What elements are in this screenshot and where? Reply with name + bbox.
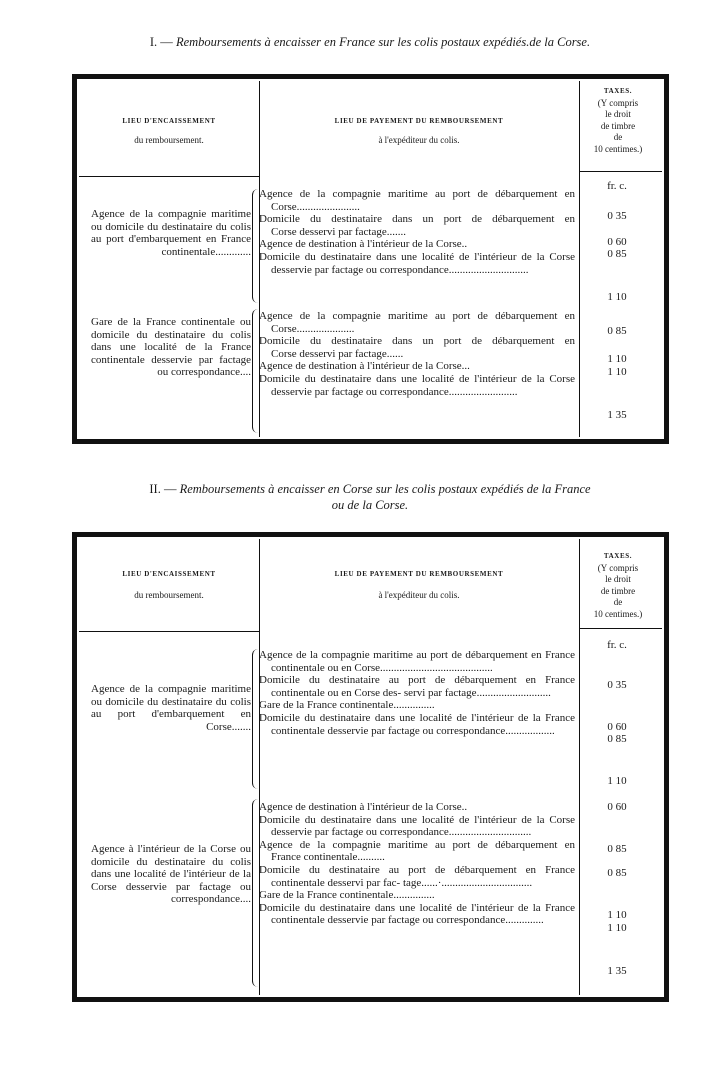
header-taxes-title: TAXES. bbox=[603, 87, 633, 95]
payment-entry: Agence de destination à l'intérieur de la Corse... bbox=[259, 360, 470, 373]
header-taxes-line: de timbre bbox=[600, 585, 636, 596]
payment-list bbox=[259, 310, 575, 398]
fee-value: 0 35 bbox=[607, 210, 627, 222]
fee-value: 1 10 bbox=[607, 353, 627, 365]
header-location bbox=[79, 568, 259, 602]
fee-value: 1 35 bbox=[607, 409, 627, 421]
header-location-sub: du remboursement. bbox=[134, 590, 204, 600]
section2-title bbox=[60, 481, 680, 513]
section2-title-text-2: ou de la Corse. bbox=[331, 498, 409, 512]
header-payment-sub: à l'expéditeur du colis. bbox=[378, 590, 460, 600]
fee-value: 0 85 bbox=[607, 733, 627, 745]
header-taxes-line: de bbox=[613, 132, 623, 142]
payment-entry: Agence de la compagnie maritime au port de débarquement en Corse..................... bbox=[259, 310, 575, 335]
header-taxes-line: le droit bbox=[605, 109, 631, 119]
payment-list bbox=[259, 188, 575, 276]
header-payment-title: LIEU DE PAYEMENT DU REMBOURSEMENT bbox=[334, 117, 504, 125]
payment-entry: Domicile du destinataire dans une localité de l'intérieur de la Corse desservie par factage ou correspondance.............................. bbox=[259, 813, 575, 839]
payment-entry: Gare de la France continentale............... bbox=[259, 699, 435, 712]
fee-value: 1 10 bbox=[607, 291, 627, 303]
header-taxes-line: le droit bbox=[605, 574, 631, 584]
header-location-sub: du remboursement. bbox=[134, 135, 204, 145]
header-taxes-line: 10 centimes.) bbox=[593, 143, 643, 154]
header-location-title: LIEU D'ENCAISSEMENT bbox=[122, 117, 216, 125]
header-taxes bbox=[579, 551, 657, 620]
fee-value: 0 85 bbox=[607, 248, 627, 260]
payment-entry: Agence de la compagnie maritime au port de débarquement en France continentale ou en Corse......................................... bbox=[259, 649, 575, 674]
payment-list bbox=[259, 649, 575, 737]
payment-entry: Domicile du destinataire au port de débarquement en France continentale desservi par fac- tage......·................................. bbox=[259, 863, 575, 889]
payment-list bbox=[259, 801, 575, 927]
header-payment-sub: à l'expéditeur du colis. bbox=[378, 135, 460, 145]
section2-title-text: Remboursements à encaisser en Corse sur les colis postaux expédiés de la France bbox=[179, 482, 591, 496]
table-2 bbox=[72, 532, 669, 1002]
table-1 bbox=[72, 74, 669, 444]
location-cell: Agence à l'intérieur de la Corse ou domicile du destinataire du colis dans une localité de l'intérieur de la Corse desservie par factage ou correspondance.... bbox=[91, 843, 251, 906]
payment-entry: Domicile du destinataire dans une localité de l'intérieur de la Corse desservie par factage ou correspondance............................. bbox=[259, 250, 575, 276]
header-taxes-line: de timbre bbox=[600, 120, 636, 131]
payment-entry: Domicile du destinataire dans un port de débarquement en Corse desservi par factage....... bbox=[259, 213, 575, 238]
fee-value: 0 85 bbox=[607, 843, 627, 855]
fee-value: 1 10 bbox=[607, 909, 627, 921]
section1-number: I. — bbox=[149, 35, 173, 49]
header-payment-title: LIEU DE PAYEMENT DU REMBOURSEMENT bbox=[334, 570, 504, 578]
fee-value: 1 10 bbox=[607, 775, 627, 787]
fee-value: 1 10 bbox=[607, 366, 627, 378]
payment-entry: Gare de la France continentale............... bbox=[259, 889, 435, 902]
fee-value: 0 60 bbox=[607, 721, 627, 733]
location-cell: Gare de la France continentale ou domicile du destinataire du colis dans une localité de la France continentale desservie par factage ou correspondance.... bbox=[91, 316, 251, 379]
header-taxes-title: TAXES. bbox=[603, 552, 633, 560]
fee-value: 0 85 bbox=[607, 867, 627, 879]
payment-entry: Agence de destination à l'intérieur de la Corse.. bbox=[259, 238, 468, 251]
fee-value: 0 60 bbox=[607, 236, 627, 248]
fee-value: 0 85 bbox=[607, 325, 627, 337]
header-taxes-line: (Y compris bbox=[597, 562, 639, 573]
header-location-title: LIEU D'ENCAISSEMENT bbox=[122, 570, 216, 578]
header-taxes bbox=[579, 86, 657, 155]
fee-value: 0 60 bbox=[607, 801, 627, 813]
payment-entry: Domicile du destinataire dans une localité de l'intérieur de la France continentale desservie par factage ou correspondance.................. bbox=[259, 711, 575, 737]
fee-value: 0 35 bbox=[607, 679, 627, 691]
fee-value: 1 10 bbox=[607, 922, 627, 934]
header-taxes-line: 10 centimes.) bbox=[593, 608, 643, 619]
header-payment bbox=[259, 568, 579, 602]
location-cell: Agence de la compagnie maritime ou domicile du destinataire du colis au port d'embarquement en Corse....... bbox=[91, 683, 251, 733]
payment-entry: Domicile du destinataire dans un port de débarquement en Corse desservi par factage...... bbox=[259, 335, 575, 360]
header-location bbox=[79, 115, 259, 147]
payment-entry: Domicile du destinataire dans une localité de l'intérieur de la France continentale desservie par factage ou correspondance.............. bbox=[259, 901, 575, 927]
section1-title bbox=[60, 34, 680, 50]
header-taxes-line: de bbox=[613, 597, 623, 607]
header-taxes-line: (Y compris bbox=[597, 97, 639, 108]
payment-entry: Agence de la compagnie maritime au port de débarquement en France continentale.......... bbox=[259, 838, 575, 864]
unit-label: fr. c. bbox=[607, 639, 627, 651]
section1-title-text: Remboursements à encaisser en France sur les colis postaux expédiés.de la Corse. bbox=[175, 35, 591, 49]
section2-number: II. — bbox=[149, 482, 177, 496]
payment-entry: Domicile du destinataire au port de débarquement en France continentale ou en Corse des- servi par factage........................... bbox=[259, 674, 575, 699]
header-payment bbox=[259, 115, 579, 147]
payment-entry: Agence de la compagnie maritime au port de débarquement en Corse....................... bbox=[259, 188, 575, 213]
payment-entry: Agence de destination à l'intérieur de la Corse.. bbox=[259, 801, 468, 813]
unit-label: fr. c. bbox=[607, 180, 627, 192]
fee-value: 1 35 bbox=[607, 965, 627, 977]
location-cell: Agence de la compagnie maritime ou domicile du destinataire du colis au port d'embarquement en France continentale............. bbox=[91, 208, 251, 258]
payment-entry: Domicile du destinataire dans une localité de l'intérieur de la Corse desservie par factage ou correspondance......................... bbox=[259, 372, 575, 398]
